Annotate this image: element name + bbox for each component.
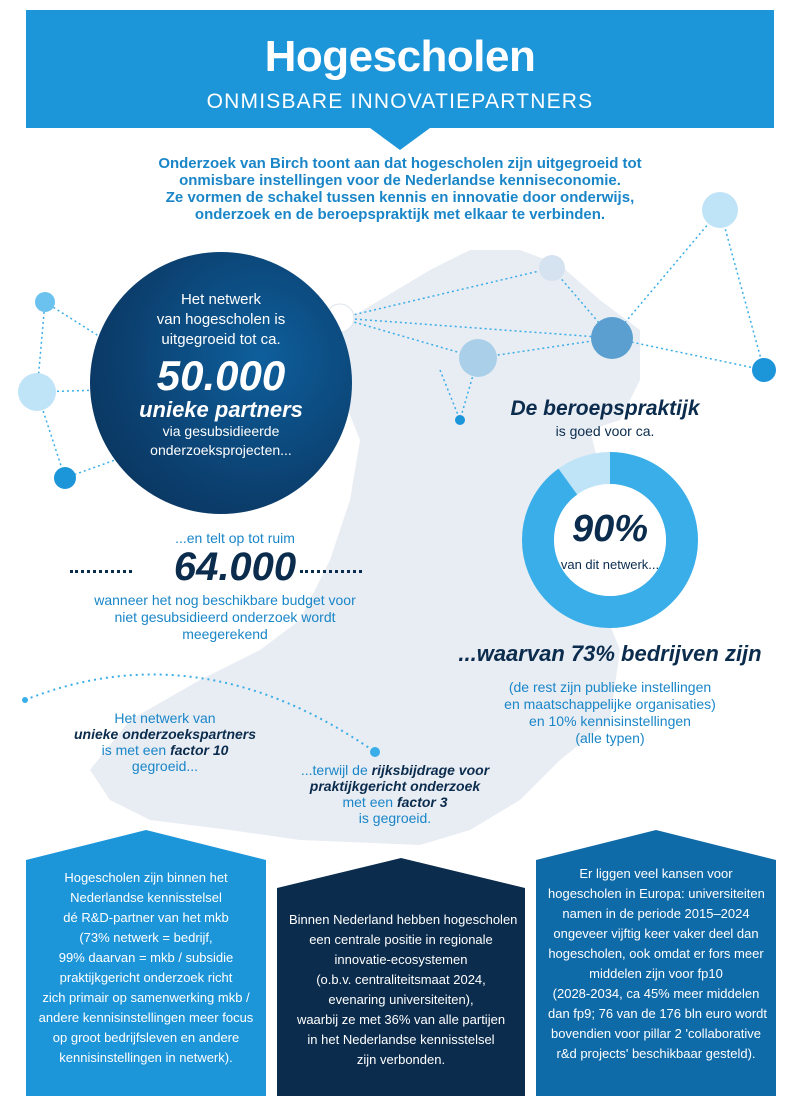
box2-line: (o.b.v. centraliteitsmaat 2024, [316,972,486,987]
box1-line: andere kennisinstellingen meer focus [38,1010,254,1025]
partners-intro-line: Het netwerk [180,291,262,308]
intro-line: Ze vormen de schakel tussen kennis en innovatie door onderwijs, [165,189,635,206]
box1-line: (73% netwerk = bedrijf, [79,930,213,945]
box2-line: in het Nederlandse kennisstelsel [307,1032,495,1047]
extended-line: meegerekend [182,626,268,642]
box3-line: hogescholen in Europa: universiteiten [548,886,765,901]
rijksbijdrage-line: is gegroeid. [358,810,432,826]
bedrijven-details [460,679,760,747]
box2-line: innovatie-ecosystemen [334,952,468,967]
factor-10: factor 10 [170,742,229,758]
intro-line: onderzoek en de beroepspraktijk met elkaar te verbinden. [194,206,606,223]
beroepspraktijk-subtitle: is goed voor ca. [555,423,655,439]
box1-line: 99% daarvan = mkb / subsidie [58,950,234,965]
partners-outro-line: onderzoeksprojecten... [150,442,292,458]
box2-line: evenaring universiteiten), [328,992,474,1007]
box1-line: Nederlandse kennisstelsel [70,890,222,905]
box2-roof [277,858,525,888]
network-growth-line: is met een [101,742,171,758]
partners-number: 50.000 [156,352,286,399]
donut-label: van dit netwerk... [560,557,660,572]
extended-description [80,592,370,643]
rijksbijdrage-line: ...terwijl de [300,762,372,778]
bedrijven-line: (alle typen) [575,730,645,746]
dotted-divider-right [300,570,362,573]
page-title: Hogescholen [264,32,536,81]
regional-position-box [277,888,525,1096]
header-banner [26,10,774,128]
intro-line: Onderzoek van Birch toont aan dat hogescholen zijn uitgegroeid tot [158,155,642,172]
bedrijven-line: en maatschappelijke organisaties) [504,696,716,712]
network-growth-text [45,710,285,774]
partners-circle-intro [90,290,352,350]
extended-number: 64.000 [173,545,297,589]
box1-line: praktijkgericht onderzoek richt [59,970,233,985]
donut-percentage: 90% [571,508,649,550]
box3-line: middelen zijn voor fp10 [589,966,723,981]
dotted-divider-left [70,570,132,573]
beroepspraktijk-title: De beroepspraktijk [510,397,700,420]
extended-line: wanneer het nog beschikbare budget voor [94,592,356,608]
mkb-partner-box [26,860,266,1096]
partners-intro-line: uitgegroeid tot ca. [161,331,281,348]
box1-line: op groot bedrijfsleven en andere [52,1030,240,1045]
rijksbijdrage-text [290,762,500,826]
box1-line: kennisinstellingen in netwerk). [59,1050,233,1065]
partners-circle [90,252,352,514]
bedrijven-line: en 10% kennisinstellingen [529,713,691,729]
extended-line: niet gesubsidieerd onderzoek wordt [114,609,336,625]
network-growth-bold: unieke onderzoekspartners [73,726,257,742]
network-growth-line: Het netwerk van [114,710,216,726]
box2-line: waarbij ze met 36% van alle partijen [296,1012,506,1027]
header-notch [370,128,430,150]
rijksbijdrage-line: met een [342,794,397,810]
bedrijven-line: (de rest zijn publieke instellingen [508,679,712,695]
intro-text [130,155,670,223]
box3-line: ongeveer vijftig keer vaker deel dan [553,926,759,941]
box2-line: een centrale positie in regionale [309,932,493,947]
rijksbijdrage-bold: rijksbijdrage voor [371,762,490,778]
partners-outro-line: via gesubsidieerde [162,423,280,439]
box1-roof [26,830,266,860]
box3-line: hogescholen, ook omdat er fors meer [548,946,764,961]
box3-roof [536,830,776,860]
factor-3: factor 3 [396,794,448,810]
box3-line: namen in de periode 2015–2024 [562,906,750,921]
box3-line: (2028-2034, ca 45% meer middelen [552,986,760,1001]
box2-line: zijn verbonden. [356,1052,446,1067]
box1-line: Hogescholen zijn binnen het [64,870,228,885]
partners-intro-line: van hogescholen is [156,311,286,328]
partners-circle-outro [90,422,352,460]
box1-line: dé R&D-partner van het mkb [63,910,229,925]
unique-partners-label: unieke partners [139,397,303,422]
intro-line: onmisbare instellingen voor de Nederlandse kenniseconomie. [179,172,621,189]
extended-lead: ...en telt op tot ruim [175,530,295,546]
europe-opportunities-box [536,860,776,1096]
page-subtitle: ONMISBARE INNOVATIEPARTNERS [206,90,594,113]
box1-line: zich primair op samenwerking mkb / [42,990,250,1005]
network-growth-line: gegroeid... [131,758,199,774]
rijksbijdrage-bold: praktijkgericht onderzoek [309,778,481,794]
box3-line: r&d projects' beschikbaar gesteld). [556,1046,756,1061]
bedrijven-headline: ...waarvan 73% bedrijven zijn [458,641,762,666]
box3-line: dan fp9; 76 van de 176 bln euro wordt [548,1006,767,1021]
box2-line: Binnen Nederland hebben hogescholen [289,912,518,927]
box3-line: bovendien voor pillar 2 'collaborative [551,1026,761,1041]
box3-line: Er liggen veel kansen voor [579,866,733,881]
